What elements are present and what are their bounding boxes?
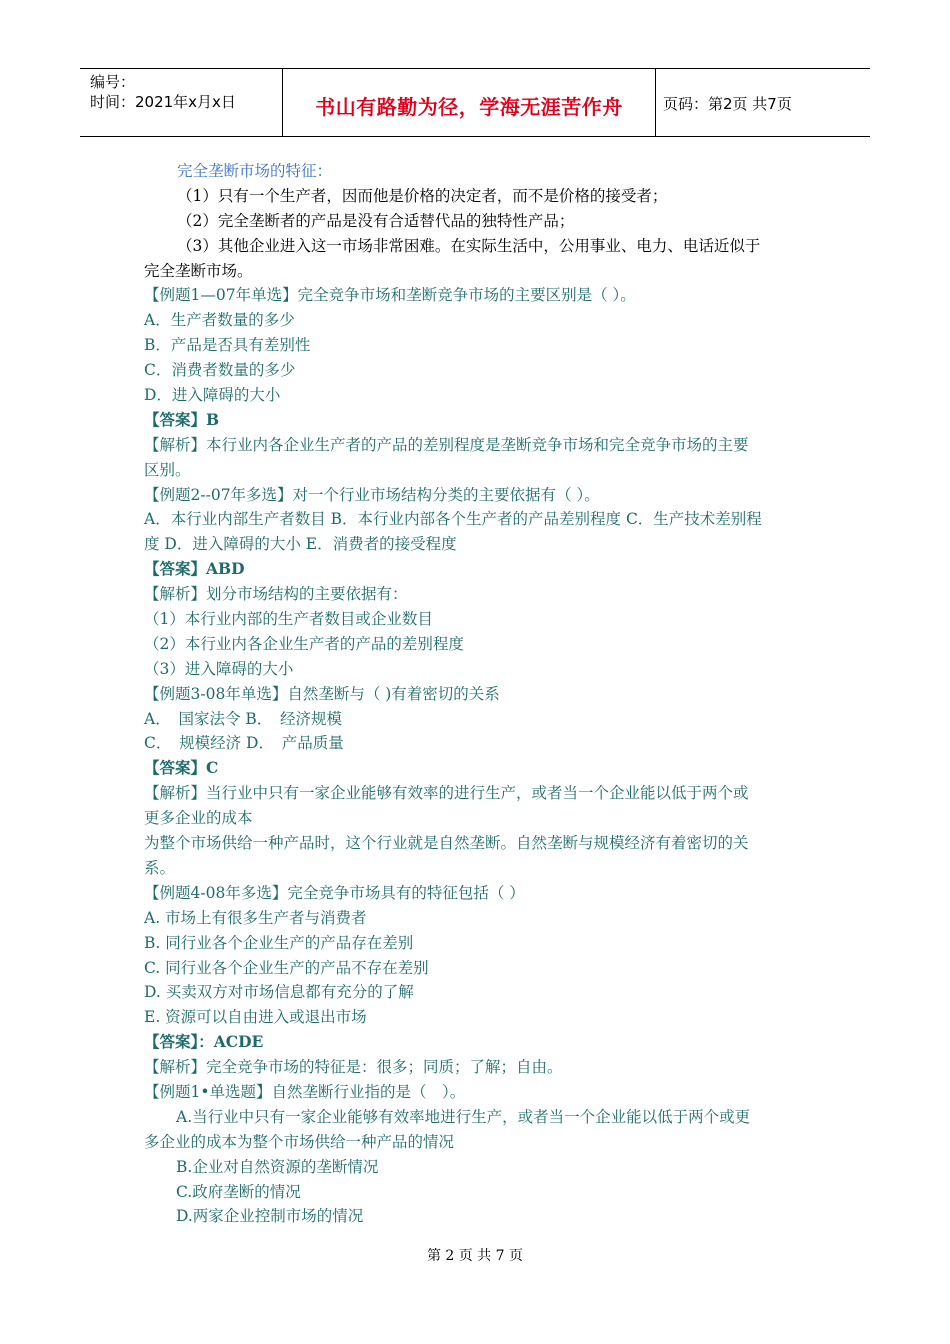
text-line: 区别。 bbox=[144, 460, 191, 479]
text-line: 【解析】当行业中只有一家企业能够有效率的进行生产，或者当一个企业能以低于两个或 bbox=[144, 784, 749, 803]
text-line: 【例题3-08年单选】自然垄断与（ )有着密切的关系 bbox=[144, 684, 500, 703]
header-motto: 书山有路勤为径，学海无涯苦作舟 bbox=[315, 95, 623, 119]
text-line: （3）其他企业进入这一市场非常困难。在实际生活中，公用事业、电力、电话近似于 bbox=[177, 236, 761, 255]
text-line: 【答案】ABD bbox=[144, 559, 245, 579]
text-line: 【解析】划分市场结构的主要依据有： bbox=[144, 585, 408, 604]
page-footer: 第 2 页 共 7 页 bbox=[426, 1248, 524, 1264]
text-line: A．本行业内部生产者数目 B．本行业内部各个生产者的产品差别程度 C．生产技术差别程 bbox=[144, 510, 762, 529]
text-line: 完全垄断市场。 bbox=[144, 261, 253, 280]
text-line: C． 规模经济 D． 产品质量 bbox=[144, 734, 344, 753]
text-line: A. 市场上有很多生产者与消费者 bbox=[144, 908, 367, 927]
text-line: A． 国家法令 B． 经济规模 bbox=[144, 709, 343, 728]
header-info-cell bbox=[80, 69, 282, 136]
text-line: 【答案】：ACDE bbox=[144, 1032, 264, 1052]
text-line: 【解析】完全竞争市场的特征是：很多；同质；了解；自由。 bbox=[144, 1058, 563, 1077]
text-line: C．消费者数量的多少 bbox=[144, 361, 296, 380]
text-line: D．进入障碍的大小 bbox=[144, 386, 281, 405]
text-line: C.政府垄断的情况 bbox=[176, 1182, 301, 1201]
text-line: （1）只有一个生产者，因而他是价格的决定者，而不是价格的接受者； bbox=[177, 186, 668, 205]
text-line: 完全垄断市场的特征： bbox=[177, 162, 333, 180]
text-line: 更多企业的成本 bbox=[144, 809, 253, 828]
document-date-label: 时间：2021年x月x日 bbox=[90, 93, 236, 111]
text-line: （2）本行业内各企业生产者的产品的差别程度 bbox=[144, 634, 464, 653]
text-line: A．生产者数量的多少 bbox=[144, 311, 295, 330]
text-line: D. 买卖双方对市场信息都有充分的了解 bbox=[144, 983, 414, 1002]
header-page-number: 页码：第2页 共7页 bbox=[663, 95, 792, 113]
document-header bbox=[80, 68, 870, 137]
text-line: （3）进入障碍的大小 bbox=[144, 659, 294, 678]
text-line: 度 D．进入障碍的大小 E．消费者的接受程度 bbox=[144, 535, 457, 554]
text-line: 【例题1•单选题】自然垄断行业指的是（ ）。 bbox=[144, 1082, 466, 1101]
text-line: B．产品是否具有差别性 bbox=[144, 336, 311, 355]
text-line: （2）完全垄断者的产品是没有合适替代品的独特性产品； bbox=[177, 211, 575, 230]
text-line: 【例题1—07年单选】完全竞争市场和垄断竞争市场的主要区别是（ ）。 bbox=[144, 286, 636, 305]
document-number-label: 编号： bbox=[90, 73, 136, 91]
text-line: （1）本行业内部的生产者数目或企业数目 bbox=[144, 610, 433, 629]
text-line: 【例题4-08年多选】完全竞争市场具有的特征包括（ ） bbox=[144, 883, 525, 902]
text-line: D.两家企业控制市场的情况 bbox=[176, 1207, 364, 1226]
header-motto-cell bbox=[282, 69, 656, 136]
document-body bbox=[144, 159, 824, 1229]
text-line: 【例题2--07年多选】对一个行业市场结构分类的主要依据有（ ）。 bbox=[144, 485, 600, 504]
text-line: 【答案】C bbox=[144, 758, 219, 778]
text-line: B. 同行业各个企业生产的产品存在差别 bbox=[144, 933, 414, 952]
text-line: 【解析】本行业内各企业生产者的产品的差别程度是垄断竞争市场和完全竞争市场的主要 bbox=[144, 435, 749, 454]
text-line: A.当行业中只有一家企业能够有效率地进行生产，或者当一个企业能以低于两个或更 bbox=[176, 1107, 751, 1126]
text-line: 为整个市场供给一种产品时，这个行业就是自然垄断。自然垄断与规模经济有着密切的关 bbox=[144, 834, 749, 853]
text-line: 【答案】B bbox=[144, 409, 220, 429]
text-line: E. 资源可以自由进入或退出市场 bbox=[144, 1008, 367, 1027]
text-line: B.企业对自然资源的垄断情况 bbox=[176, 1157, 379, 1176]
text-line: C. 同行业各个企业生产的产品不存在差别 bbox=[144, 958, 429, 977]
text-line: 系。 bbox=[144, 858, 176, 877]
text-line: 多企业的成本为整个市场供给一种产品的情况 bbox=[144, 1132, 455, 1151]
header-page-cell bbox=[655, 69, 870, 136]
